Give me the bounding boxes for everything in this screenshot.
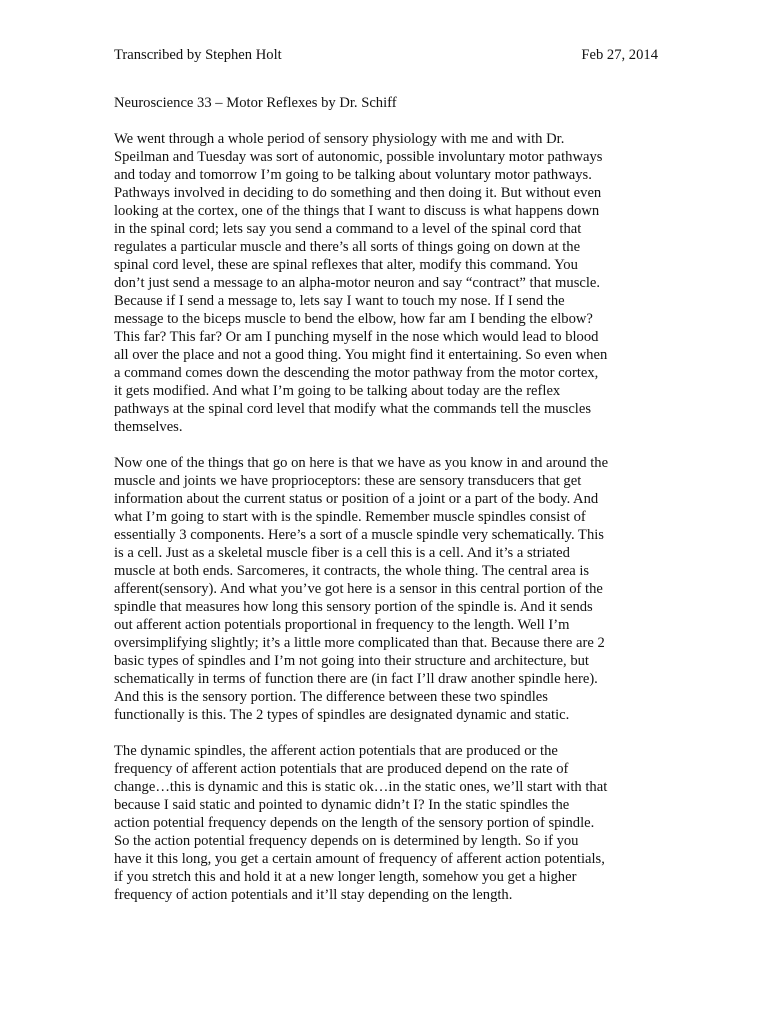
text-line: frequency of action potentials and it’ll stay depending on the length. <box>114 887 513 903</box>
text-line: in the spinal cord; lets say you send a command to a level of the spinal cord that <box>114 221 582 237</box>
text-line: it gets modified. And what I’m going to be talking about today are the reflex <box>114 383 561 399</box>
text-line: functionally is this. The 2 types of spindles are designated dynamic and static. <box>114 707 570 723</box>
text-line: basic types of spindles and I’m not going into their structure and architecture, but <box>114 653 589 669</box>
transcript-date: Feb 27, 2014 <box>581 47 658 63</box>
paragraph-1 <box>114 130 658 436</box>
text-line: information about the current status or position of a joint or a part of the body. And <box>114 491 599 507</box>
text-line: So the action potential frequency depends on is determined by length. So if you <box>114 833 579 849</box>
page-header <box>114 46 658 64</box>
text-line: spinal cord level, these are spinal reflexes that alter, modify this command. You <box>114 257 578 273</box>
text-line: oversimplifying slightly; it’s a little more complicated than that. Because there are 2 <box>114 635 605 651</box>
text-line: pathways at the spinal cord level that modify what the commands tell the muscles <box>114 401 592 417</box>
text-line: a command comes down the descending the motor pathway from the motor cortex, <box>114 365 599 381</box>
text-line: regulates a particular muscle and there’s all sorts of things going on down at the <box>114 239 581 255</box>
text-line: action potential frequency depends on the length of the sensory portion of spindle. <box>114 815 595 831</box>
text-line: looking at the cortex, one of the things that I want to discuss is what happens down <box>114 203 600 219</box>
text-line: and today and tomorrow I’m going to be talking about voluntary motor pathways. <box>114 167 592 183</box>
text-line: schematically in terms of function there are (in fact I’ll draw another spindle here). <box>114 671 598 687</box>
text-line: muscle at both ends. Sarcomeres, it contracts, the whole thing. The central area is <box>114 563 590 579</box>
text-line: Speilman and Tuesday was sort of autonomic, possible involuntary motor pathways <box>114 149 603 165</box>
text-line: Now one of the things that go on here is that we have as you know in and around the <box>114 455 609 471</box>
text-line: frequency of afferent action potentials that are produced depend on the rate of <box>114 761 569 777</box>
paragraph-2 <box>114 454 658 724</box>
text-line: muscle and joints we have proprioceptors: these are sensory transducers that get <box>114 473 582 489</box>
text-line: is a cell. Just as a skeletal muscle fiber is a cell this is a cell. And it’s a striated <box>114 545 570 561</box>
text-line: because I said static and pointed to dynamic didn’t I? In the static spindles the <box>114 797 570 813</box>
transcriber-credit: Transcribed by Stephen Holt <box>114 47 282 63</box>
text-line: afferent(sensory). And what you’ve got here is a sensor in this central portion of the <box>114 581 603 597</box>
text-line: Pathways involved in deciding to do something and then doing it. But without even <box>114 185 602 201</box>
text-line: don’t just send a message to an alpha-motor neuron and say “contract” that muscle. <box>114 275 601 291</box>
document-title: Neuroscience 33 – Motor Reflexes by Dr. Schiff <box>114 95 397 111</box>
text-line: out afferent action potentials proportional in frequency to the length. Well I’m <box>114 617 570 633</box>
text-line: have it this long, you get a certain amount of frequency of afferent action potentials, <box>114 851 605 867</box>
text-line: This far? This far? Or am I punching myself in the nose which would lead to blood <box>114 329 599 345</box>
text-line: And this is the sensory portion. The difference between these two spindles <box>114 689 548 705</box>
text-line: what I’m going to start with is the spindle. Remember muscle spindles consist of <box>114 509 586 525</box>
text-line: message to the biceps muscle to bend the elbow, how far am I bending the elbow? <box>114 311 593 327</box>
text-line: The dynamic spindles, the afferent action potentials that are produced or the <box>114 743 558 759</box>
paragraph-3 <box>114 742 658 904</box>
text-line: We went through a whole period of sensory physiology with me and with Dr. <box>114 131 565 147</box>
text-line: Because if I send a message to, lets say I want to touch my nose. If I send the <box>114 293 565 309</box>
text-line: change…this is dynamic and this is static ok…in the static ones, we’ll start with that <box>114 779 608 795</box>
text-line: essentially 3 components. Here’s a sort of a muscle spindle very schematically. This <box>114 527 604 543</box>
text-line: if you stretch this and hold it at a new longer length, somehow you get a higher <box>114 869 577 885</box>
text-line: themselves. <box>114 419 183 435</box>
document-page <box>114 46 658 904</box>
text-line: spindle that measures how long this sensory portion of the spindle is. And it sends <box>114 599 593 615</box>
text-line: all over the place and not a good thing. You might find it entertaining. So even when <box>114 347 608 363</box>
